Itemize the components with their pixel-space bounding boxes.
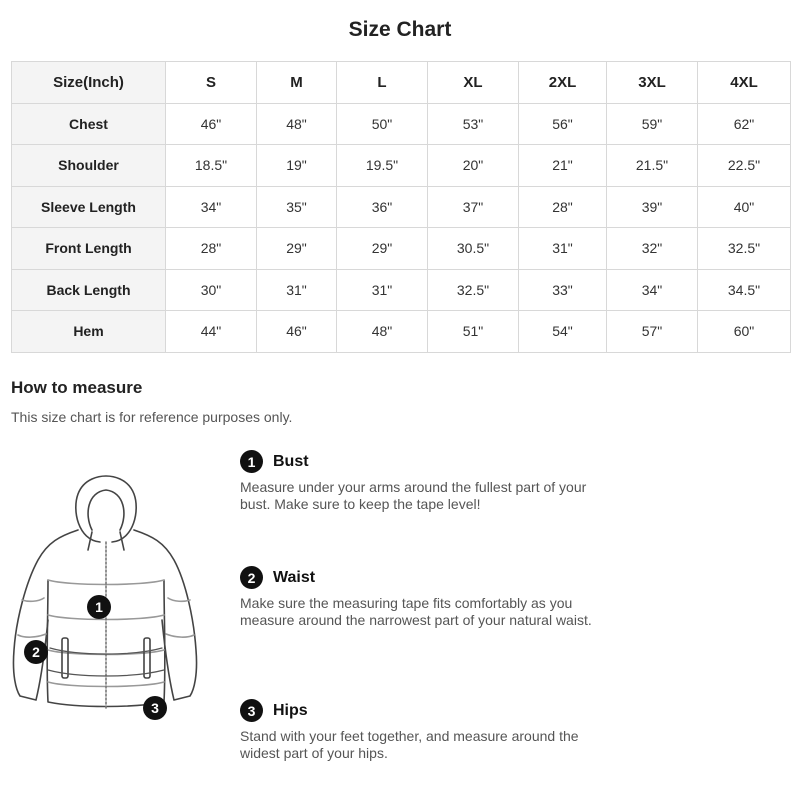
column-header: 3XL <box>607 62 698 104</box>
step-title: Hips <box>273 701 308 719</box>
table-cell: 20" <box>428 145 519 187</box>
hooded-jacket-icon <box>8 470 198 730</box>
table-cell: 36" <box>337 186 428 228</box>
page-title: Size Chart <box>348 18 452 41</box>
column-header: Size(Inch) <box>12 62 166 104</box>
step-number-badge: 1 <box>240 450 263 473</box>
table-cell: 48" <box>257 103 337 145</box>
table-row <box>12 103 791 145</box>
table-cell: 19.5" <box>337 145 428 187</box>
step-title: Waist <box>273 568 316 586</box>
table-cell: 39" <box>607 186 698 228</box>
reference-note: This size chart is for reference purposes only. <box>11 409 293 425</box>
marker-2-label: 2 <box>32 644 40 660</box>
table-cell: 31" <box>519 228 607 270</box>
table-cell: 60" <box>698 311 791 353</box>
row-label: Sleeve Length <box>12 186 166 228</box>
table-cell: 51" <box>428 311 519 353</box>
table-cell: 46" <box>257 311 337 353</box>
table-cell: 62" <box>698 103 791 145</box>
table-cell: 30.5" <box>428 228 519 270</box>
table-cell: 33" <box>519 269 607 311</box>
measure-markers <box>24 595 167 720</box>
step-number-badge: 3 <box>240 699 263 722</box>
step-title: Bust <box>273 452 309 470</box>
table-cell: 29" <box>257 228 337 270</box>
step-description: Make sure the measuring tape fits comfortably as you measure around the narrowest part of your natural waist. <box>240 595 592 628</box>
row-label: Chest <box>12 103 166 145</box>
table-cell: 34" <box>607 269 698 311</box>
column-header: 4XL <box>698 62 791 104</box>
table-cell: 30" <box>166 269 257 311</box>
step-bust <box>240 450 600 513</box>
table-cell: 18.5" <box>166 145 257 187</box>
table-cell: 32" <box>607 228 698 270</box>
table-row <box>12 228 791 270</box>
row-label: Shoulder <box>12 145 166 187</box>
table-row <box>12 269 791 311</box>
table-row <box>12 311 791 353</box>
table-cell: 31" <box>257 269 337 311</box>
column-header: 2XL <box>519 62 607 104</box>
table-cell: 46" <box>166 103 257 145</box>
column-header: M <box>257 62 337 104</box>
table-cell: 21.5" <box>607 145 698 187</box>
table-cell: 35" <box>257 186 337 228</box>
table-cell: 34" <box>166 186 257 228</box>
table-cell: 54" <box>519 311 607 353</box>
column-header: XL <box>428 62 519 104</box>
row-label: Front Length <box>12 228 166 270</box>
table-cell: 22.5" <box>698 145 791 187</box>
table-cell: 56" <box>519 103 607 145</box>
table-cell: 28" <box>519 186 607 228</box>
step-description: Stand with your feet together, and measure around the widest part of your hips. <box>240 728 579 761</box>
size-chart-table <box>11 61 791 353</box>
table-cell: 37" <box>428 186 519 228</box>
column-header: L <box>337 62 428 104</box>
column-header: S <box>166 62 257 104</box>
table-cell: 32.5" <box>698 228 791 270</box>
table-cell: 57" <box>607 311 698 353</box>
table-cell: 59" <box>607 103 698 145</box>
table-cell: 29" <box>337 228 428 270</box>
how-to-measure-heading: How to measure <box>11 378 143 397</box>
table-cell: 53" <box>428 103 519 145</box>
table-cell: 28" <box>166 228 257 270</box>
row-label: Hem <box>12 311 166 353</box>
step-number-badge: 2 <box>240 566 263 589</box>
table-header-row <box>12 62 791 104</box>
step-hips <box>240 699 600 762</box>
step-description: Measure under your arms around the fullest part of your bust. Make sure to keep the tape level! <box>240 479 587 512</box>
table-cell: 32.5" <box>428 269 519 311</box>
table-cell: 19" <box>257 145 337 187</box>
marker-1-label: 1 <box>95 599 103 615</box>
table-cell: 50" <box>337 103 428 145</box>
table-cell: 34.5" <box>698 269 791 311</box>
step-waist <box>240 566 600 629</box>
table-cell: 31" <box>337 269 428 311</box>
table-cell: 21" <box>519 145 607 187</box>
table-cell: 44" <box>166 311 257 353</box>
table-row <box>12 186 791 228</box>
marker-3-label: 3 <box>151 700 159 716</box>
row-label: Back Length <box>12 269 166 311</box>
table-cell: 48" <box>337 311 428 353</box>
table-row <box>12 145 791 187</box>
table-cell: 40" <box>698 186 791 228</box>
